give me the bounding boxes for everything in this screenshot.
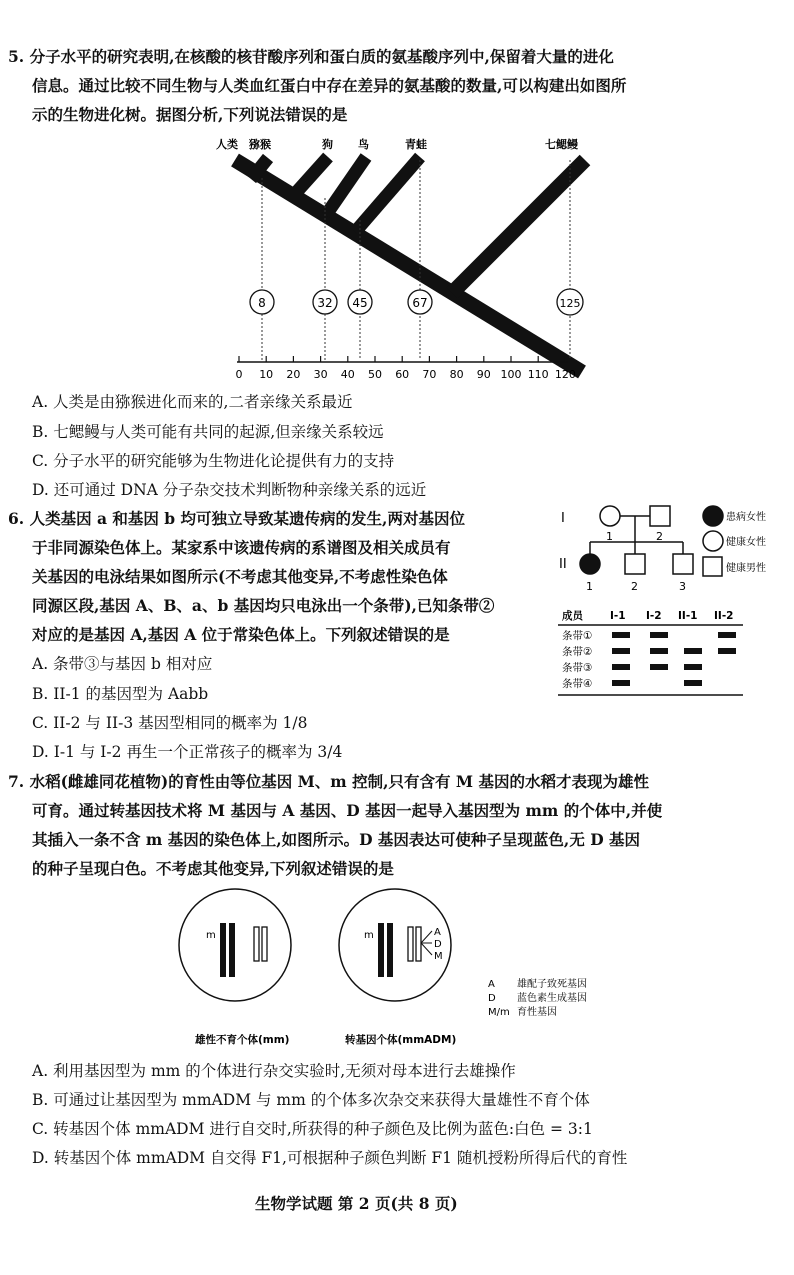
q6-option-a[interactable]: A. 条带③与基因 b 相对应: [32, 655, 213, 673]
axis-tick-label: 90: [476, 368, 491, 381]
q6-option-b[interactable]: B. II-1 的基因型为 Aabb: [32, 685, 209, 703]
cell1-caption: 雄性不育个体(mm): [195, 1034, 290, 1046]
insert-gene-label: D: [434, 939, 442, 950]
axis-tick-label: 40: [340, 368, 355, 381]
q5-option-b[interactable]: B. 七鳃鳗与人类可能有共同的起源,但亲缘关系较远: [32, 423, 384, 441]
q7-stem-line-3: 其插入一条不含 m 基因的染色体上,如图所示。D 基因表达可使种子呈现蓝色,无 D 基因: [32, 830, 641, 849]
axis-tick-label: 20: [286, 368, 301, 381]
legend-value: 雄配子致死基因: [517, 979, 587, 990]
species-label: 人类: [216, 138, 238, 151]
member-number: 3: [679, 580, 686, 593]
legend-key: D: [488, 993, 496, 1004]
insert-gene-label: A: [434, 927, 441, 938]
generation-label: II: [559, 557, 567, 572]
gel-bands: [612, 632, 736, 686]
legend-key: M/m: [488, 1007, 510, 1018]
q7-option-c[interactable]: C. 转基因个体 mmADM 进行自交时,所获得的种子颜色及比例为蓝色:白色 = 3:1: [32, 1120, 593, 1138]
pedigree-chart: [555, 500, 790, 600]
gel-row-label: 条带②: [562, 646, 593, 658]
axis-tick-label: 70: [422, 368, 437, 381]
q6-stem-line-4: 同源区段,基因 A、B、a、b 基因均只电泳出一个条带),已知条带②: [32, 596, 495, 615]
difference-value: 8: [258, 296, 266, 310]
legend-key: A: [488, 979, 495, 990]
q6-stem-line-3: 关基因的电泳结果如图所示(不考虑其他变异,不考虑性染色体: [32, 567, 448, 586]
q5-stem-line-3: 示的生物进化树。据图分析,下列说法错误的是: [32, 105, 348, 124]
axis-tick-label: 110: [527, 368, 549, 381]
axis-tick-label: 100: [500, 368, 522, 381]
gel-row-label: 条带①: [562, 630, 593, 642]
axis-tick-label: 60: [395, 368, 410, 381]
species-label: 鸟: [358, 138, 369, 151]
difference-value: 125: [559, 297, 581, 310]
axis-tick-label: 80: [449, 368, 464, 381]
insert-gene-label: M: [434, 951, 443, 962]
axis-tick-label: 30: [313, 368, 328, 381]
legend-value: 蓝色素生成基因: [517, 993, 587, 1004]
gel-header: I-2: [646, 610, 662, 622]
q6-stem-line-5: 对应的是基因 A,基因 A 位于常染色体上。下列叙述错误的是: [32, 625, 450, 644]
q5-option-c[interactable]: C. 分子水平的研究能够为生物进化论提供有力的支持: [32, 452, 395, 470]
legend-healthy-female: 健康女性: [726, 537, 766, 548]
cell2-caption: 转基因个体(mmADM): [345, 1034, 457, 1046]
difference-value: 32: [317, 296, 333, 310]
evolution-tree-figure: [0, 0, 794, 400]
axis-tick-label: 50: [368, 368, 382, 381]
legend-healthy-male: 健康男性: [726, 563, 766, 574]
page-footer: 生物学试题 第 2 页(共 8 页): [255, 1194, 458, 1213]
species-label: 狗: [322, 138, 333, 151]
q6-stem-line-1: 6. 人类基因 a 和基因 b 均可独立导致某遗传病的发生,两对基因位: [8, 509, 465, 528]
legend-value: 育性基因: [517, 1007, 557, 1018]
q6-stem-line-2: 于非同源染色体上。某家系中该遗传病的系谱图及相关成员有: [32, 538, 451, 557]
q7-option-b[interactable]: B. 可通过让基因型为 mmADM 与 mm 的个体多次杂交来获得大量雄性不育个体: [32, 1091, 590, 1109]
q5-option-a[interactable]: A. 人类是由猕猴进化而来的,二者亲缘关系最近: [32, 393, 353, 411]
difference-value: 67: [412, 296, 428, 310]
gel-header: II-1: [678, 610, 698, 622]
difference-axis: [236, 356, 576, 381]
q7-option-d[interactable]: D. 转基因个体 mmADM 自交得 F1,可根据种子颜色判断 F1 随机授粉所得后代的育性: [32, 1149, 628, 1167]
q5-option-d[interactable]: D. 还可通过 DNA 分子杂交技术判断物种亲缘关系的远近: [32, 481, 427, 499]
species-label: 青蛙: [405, 138, 427, 151]
gel-row-label: 条带④: [562, 678, 593, 690]
generation-label: I: [561, 511, 565, 526]
tree-branches: [235, 157, 585, 372]
gel-header: 成员: [562, 610, 583, 622]
species-label: 七鳃鳗: [545, 138, 578, 151]
q5-stem-line-1: 5. 分子水平的研究表明,在核酸的核苷酸序列和蛋白质的氨基酸序列中,保留着大量的进化: [8, 47, 614, 66]
species-label: 猕猴: [249, 138, 271, 151]
q7-stem-line-2: 可育。通过转基因技术将 M 基因与 A 基因、D 基因一起导入基因型为 mm 的个体中,并使: [32, 801, 663, 820]
q6-option-c[interactable]: C. II-2 与 II-3 基因型相同的概率为 1/8: [32, 714, 308, 732]
member-number: 1: [606, 530, 613, 543]
gel-header: I-1: [610, 610, 626, 622]
axis-tick-label: 0: [235, 368, 243, 381]
difference-value: 45: [352, 296, 368, 310]
member-number: 2: [656, 530, 663, 543]
q7-stem-line-4: 的种子呈现白色。不考虑其他变异,下列叙述错误的是: [32, 859, 394, 878]
gene-m-label: m: [364, 930, 374, 941]
gel-header: II-2: [714, 610, 734, 622]
q6-option-d[interactable]: D. I-1 与 I-2 再生一个正常孩子的概率为 3/4: [32, 743, 343, 761]
chromosome-figure: [170, 885, 630, 1055]
member-number: 2: [631, 580, 638, 593]
q7-stem-line-1: 7. 水稻(雌雄同花植物)的育性由等位基因 M、m 控制,只有含有 M 基因的水稻才表现为雄性: [8, 772, 649, 791]
axis-tick-label: 10: [259, 368, 274, 381]
difference-markers: [250, 289, 583, 315]
legend-affected-female: 患病女性: [726, 512, 766, 523]
q5-stem-line-2: 信息。通过比较不同生物与人类血红蛋白中存在差异的氨基酸的数量,可以构建出如图所: [32, 76, 627, 95]
axis-tick-label: 120: [554, 368, 576, 381]
gene-m-label: m: [206, 930, 216, 941]
q7-option-a[interactable]: A. 利用基因型为 mm 的个体进行杂交实验时,无须对母本进行去雄操作: [32, 1062, 516, 1080]
gel-row-label: 条带③: [562, 662, 593, 674]
gel-result-table: [556, 603, 756, 703]
member-number: 1: [586, 580, 593, 593]
